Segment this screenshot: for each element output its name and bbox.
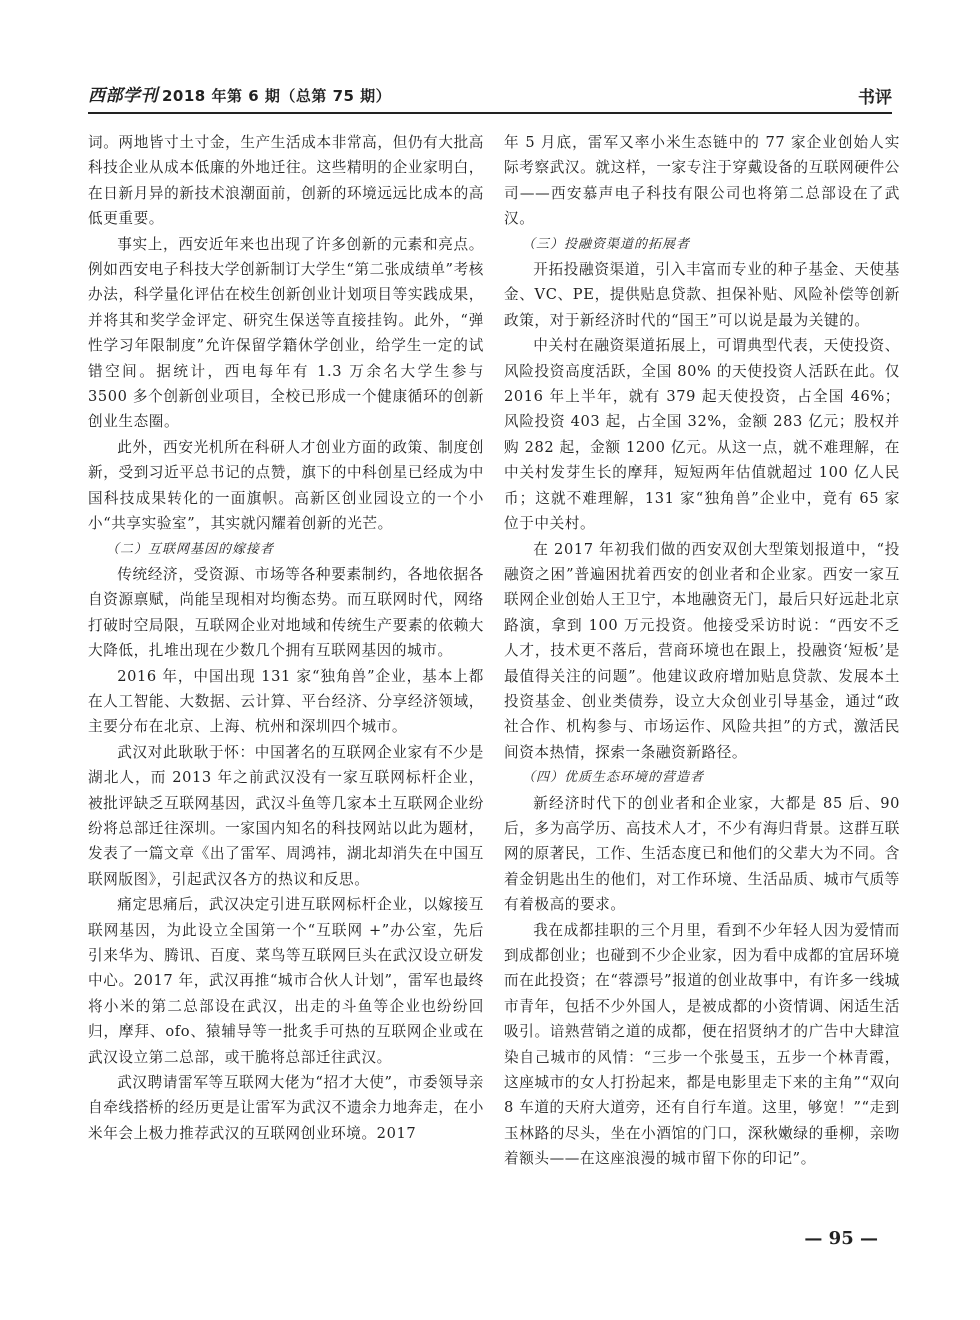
section-heading: （四）优质生态环境的营造者 bbox=[522, 770, 705, 786]
paragraph: 我在成都挂职的三个月里，看到不少年轻人因为爱情而到成都创业；也碰到不少企业家，因为看中成都的宜居环境而在此投资；在“蓉漂号”报道的创业故事中，有许多一线城市青年，包括不少外国人，是被成都的小资情调、闲适生活吸引。谙熟营销之道的成都，便在招贤纳才的广告中大肆渲染自己城市的风情：“三步一个张曼玉，五步一个林青霞，这座城市的女人打扮起来，都是电影里走下来的主角”“双向 8 车道的天府大道旁，还有自行车道。这里，够宽！”“走到玉林路的尽头，坐在小酒馆的门口，深秋嫩绿的垂柳，亲吻着额头——在这座浪漫的城市留下你的印记”。 bbox=[504, 921, 900, 1168]
paragraph: 开拓投融资渠道，引入丰富而专业的种子基金、天使基金、VC、PE，提供贴息贷款、担保补贴、风险补偿等创新政策，对于新经济时代的“国王”可以说是最为关键的。 bbox=[504, 261, 900, 329]
paragraph: 在 2017 年初我们做的西安双创大型策划报道中，“投融资之困”普遍困扰着西安的创业者和企业家。西安一家互联网企业创始人王卫宁，本地融资无门，最后只好远赴北京路演，拿到 100 万元投资。他接受采访时说：“西安不乏人才，技术更不落后，营商环境也在跟上，投融资‘短板’是最值得关注的问题”。他建议政府增加贴息贷款、发展本土投资基金、创业类债券，设立大众创业引导基金，通过“政社合作、机构参与、市场运作、风险共担”的方式，激活民间资本热情，探索一条融资新路径。 bbox=[504, 540, 900, 761]
page-number: — 95 — bbox=[804, 1228, 878, 1249]
paragraph: 2016 年，中国出现 131 家“独角兽”企业，基本上都在人工智能、大数据、云计算、平台经济、分享经济领域，主要分布在北京、上海、杭州和深圳四个城市。 bbox=[88, 667, 484, 736]
paragraph: 新经济时代下的创业者和企业家，大都是 85 后、90 后，多为高学历、高技术人才，不少有海归背景。这群互联网的原著民，工作、生活态度已和他们的父辈大为不同。含着金钥匙出生的他们，对工作环境、生活品质、城市气质等有着极高的要求。 bbox=[504, 794, 900, 914]
section-heading: （二）互联网基因的嫁接者 bbox=[106, 541, 275, 557]
paragraph: 传统经济，受资源、市场等各种要素制约，各地依据各自资源禀赋，尚能呈现相对均衡态势。而互联网时代，网络打破时空局限，互联网企业对地域和传统生产要素的依赖大大降低，扎堆出现在少数几个拥有互联网基因的城市。 bbox=[88, 565, 484, 660]
right-column bbox=[504, 130, 900, 1172]
paragraph: 痛定思痛后，武汉决定引进互联网标杆企业，以嫁接互联网基因，为此设立全国第一个“互联网 +”办公室，先后引来华为、腾讯、百度、菜鸟等互联网巨头在武汉设立研发中心。2017 年，武汉再推“城市合伙人计划”，雷军也最终将小米的第二总部设在武汉，出走的斗鱼等企业也纷纷回归，摩拜、ofo、猿辅导等一批炙手可热的互联网企业或在武汉设立第二总部，或干脆将总部迁往武汉。 bbox=[88, 896, 484, 1066]
section-name: 书评 bbox=[858, 88, 892, 108]
journal-name: 西部学刊 bbox=[88, 86, 158, 106]
paragraph: 武汉对此耿耿于怀：中国著名的互联网企业家有不少是湖北人，而 2013 年之前武汉没有一家互联网标杆企业，被批评缺乏互联网基因，武汉斗鱼等几家本土互联网企业纷纷将总部迁往深圳。一家国内知名的科技网站以此为题材，发表了一篇文章《出了雷军、周鸿祎，湖北却消失在中国互联网版图》，引起武汉各方的热议和反思。 bbox=[88, 743, 484, 888]
header-rule bbox=[88, 112, 892, 114]
paragraph: 年 5 月底，雷军又率小米生态链中的 77 家企业创始人实际考察武汉。就这样，一家专注于穿戴设备的互联网硬件公司——西安慕声电子科技有限公司也将第二总部设在了武汉。 bbox=[504, 134, 900, 228]
left-column bbox=[88, 130, 484, 1146]
paragraph: 词。两地皆寸土寸金，生产生活成本非常高，但仍有大批高科技企业从成本低廉的外地迁往。这些精明的企业家明白，在日新月异的新技术浪潮面前，创新的环境远远比成本的高低更重要。 bbox=[88, 134, 484, 228]
paragraph: 武汉聘请雷军等互联网大佬为“招才大使”，市委领导亲自牵线搭桥的经历更是让雷军为武汉不遗余力地奔走，在小米年会上极力推荐武汉的互联网创业环境。2017 bbox=[88, 1074, 484, 1142]
paragraph: 中关村在融资渠道拓展上，可谓典型代表，天使投资、风险投资高度活跃，全国 80% 的天使投资人活跃在此。仅 2016 年上半年，就有 379 起天使投资，占全国 46%；风险投资 403 起，占全国 32%，金额 283 亿元；股权并购 282 起，金额 1200 亿元。从这一点，就不难理解，在中关村发芽生长的摩拜，短短两年估值就超过 100 亿人民币；这就不难理解，131 家“独角兽”企业中，竟有 65 家位于中关村。 bbox=[504, 337, 900, 533]
running-header bbox=[88, 84, 892, 114]
section-heading: （三）投融资渠道的拓展者 bbox=[522, 236, 691, 252]
paragraph: 此外，西安光机所在科研人才创业方面的政策、制度创新，受到习近平总书记的点赞，旗下的中科创星已经成为中国科技成果转化的一面旗帜。高新区创业园设立的一个小小“共享实验室”，其实就闪耀着创新的光芒。 bbox=[88, 438, 484, 533]
paragraph: 事实上，西安近年来也出现了许多创新的元素和亮点。例如西安电子科技大学创新制订大学生“第二张成绩单”考核办法，科学量化评估在校生创新创业计划项目等实践成果，并将其和奖学金评定、研究生保送等直接挂钩。此外，“弹性学习年限制度”允许保留学籍休学创业，给学生一定的试错空间。据统计，西电每年有 1.3 万余名大学生参与 3500 多个创新创业项目，全校已形成一个健康循环的创新创业生态圈。 bbox=[88, 235, 484, 431]
header-journal-issue bbox=[88, 81, 391, 106]
issue-info: 2018 年第 6 期（总第 75 期） bbox=[162, 87, 392, 105]
